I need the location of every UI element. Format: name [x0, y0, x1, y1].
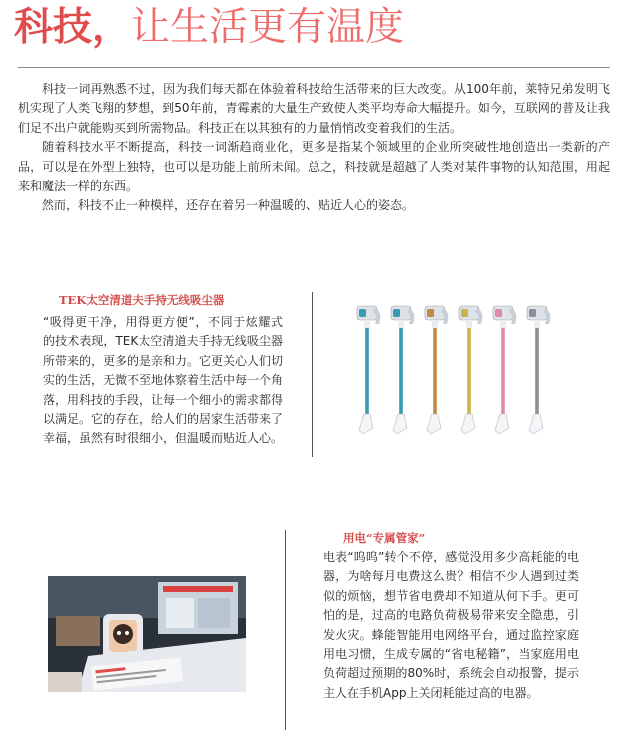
vacuum-heading: TEK太空清道夫手持无线吸尘器 — [59, 293, 225, 307]
intro-paragraph: 随着科技水平不断提高，科技一词渐趋商业化，更多是指某个领域里的企业所突破性地创造出一类新的产品，可以是在外型上独特，也可以是功能上前所未闻。总之，科技就是超越了人类对某件事物的认知范围，用起来和魔法一样的东西。 — [18, 140, 610, 194]
vacuum-body: “吸得更干净，用得更方便”，不同于炫耀式的技术表现，TEK太空清道夫手持无线吸尘器所带来的，更多的是亲和力。它更关心人们切实的生活，无微不至地体察着生活中每一个角落，用科技的手段，让每一个细小的需求都得以满足。它的存在，给人们的居家生活带来了幸福，虽然有时很细小，但温暖而贴近人心。 — [43, 315, 284, 446]
vacuum-unit — [527, 306, 550, 434]
title-rest: 让生活更有温度 — [131, 5, 405, 50]
meter-heading: 用电“专属管家” — [343, 531, 426, 545]
vacuum-unit — [425, 306, 448, 434]
vacuum-divider — [312, 292, 313, 457]
vacuum-unit — [357, 306, 380, 434]
vacuum-unit — [493, 306, 516, 434]
meter-body: 电表“呜呜”转个不停，感觉没用多少高耗能的电器，为啥每月电费这么贵？相信不少人遇到过类似的烦恼，想节省电费却不知道从何下手。更可怕的是，过高的电路负荷极易带来安全隐患，引发火灾。蜂能智能用电网络平台，通过监控家庭用电习惯，生成专属的“省电秘籍”，当家庭用电负荷超过预期的80%时，系统会自动报警，提示主人在手机App上关闭耗能过高的电器。 — [323, 550, 579, 700]
title-divider — [18, 67, 610, 68]
intro-section — [18, 80, 610, 216]
title-emphasis: 科技， — [14, 4, 132, 50]
meter-divider — [285, 530, 286, 730]
intro-paragraph: 然而，科技不止一种模样，还存在着另一种温暖的、贴近人心的姿态。 — [42, 198, 415, 213]
intro-paragraph: 科技一词再熟悉不过，因为我们每天都在体验着科技给生活带来的巨大改变。从100年前，莱特兄弟发明飞机实现了人类飞翔的梦想，到50年前，青霉素的大量生产致使人类平均寿命大幅提升。如今，互联网的普及让我们足不出户就能购买到所需物品。科技正在以其独有的力量悄悄改变着我们的生活。 — [18, 82, 610, 135]
page-title — [14, 2, 614, 52]
smart-meter-photo — [48, 576, 246, 692]
vacuum-unit — [459, 306, 482, 434]
vacuum-unit — [391, 306, 414, 434]
vacuum-products-image — [345, 300, 585, 450]
